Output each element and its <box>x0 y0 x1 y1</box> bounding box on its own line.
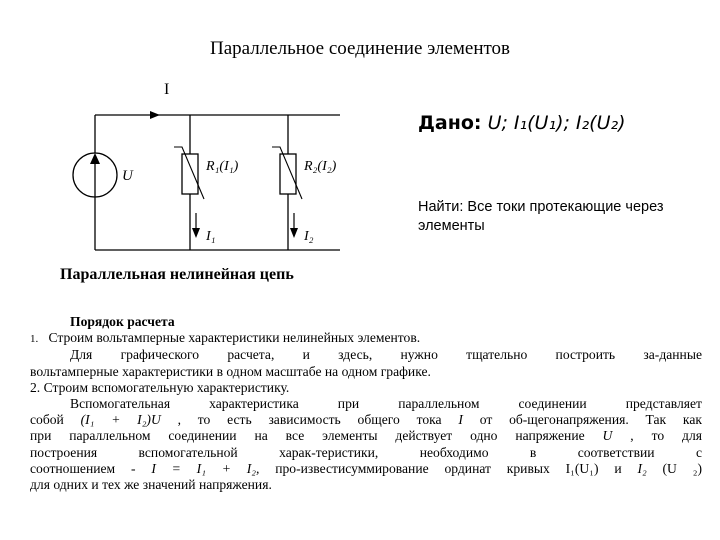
i1-label: I₁ <box>206 229 216 244</box>
current-total-label: I <box>164 81 170 98</box>
page-title: Параллельное соединение элементов <box>209 38 511 59</box>
source-label: U <box>122 168 133 184</box>
paragraph-1-line-1: Для графического расчета, и здесь, нужно тщательно построить за-данные <box>70 347 702 363</box>
procedure-heading: Порядок расчета <box>70 314 175 329</box>
current-arrow <box>150 111 160 119</box>
paragraph-2-line-3: при параллельном соединении на все элементы действует одно напряжение U , то для <box>30 428 702 444</box>
paragraph-2-line-5: соотношением - I = I₁ + I₂, про-известисуммирование ординат кривых I₁(U₁) и I₂ (U ₂) <box>30 460 702 476</box>
paragraph-2-line-4: построения вспомогательной харак-теристики, необходимо в соответствии с <box>30 444 702 460</box>
procedure-text <box>30 314 702 493</box>
r2-label: R₂(I₂) <box>304 159 337 174</box>
step-2: 2. Строим вспомогательную характеристику. <box>30 379 290 395</box>
paragraph-2-line-1: Вспомогательная характеристика при параллельном соединении представляет <box>70 396 702 412</box>
i2-label: I₂ <box>304 229 314 244</box>
i2-arrow <box>290 228 298 238</box>
paragraph-2-line-2: собой (I₁ + I₂)U , то есть зависимость общего тока I от об-щегонапряжения. Так как <box>30 412 702 428</box>
circuit-caption: Параллельная нелинейная цепь <box>60 266 294 283</box>
r1-label: R₁(I₁) <box>206 159 239 174</box>
parallel-circuit-diagram <box>70 78 370 258</box>
paragraph-2-line-6: для одних и тех же значений напряжения. <box>30 477 272 493</box>
given-items: U; I₁(U₁); I₂(U₂) <box>487 112 626 134</box>
resistor-r2 <box>280 154 296 194</box>
i1-arrow <box>192 228 200 238</box>
given-block <box>418 112 626 134</box>
step-1: 1. Строим вольтамперные характеристики нелинейных элементов. <box>30 330 421 346</box>
given-label: Дано: <box>418 112 482 134</box>
resistor-r1 <box>182 154 198 194</box>
paragraph-1-line-2: вольтамперные характеристики в одном масштабе на одном графике. <box>30 363 431 379</box>
find-text: Найти: Все токи протекающие через элементы <box>418 199 664 234</box>
